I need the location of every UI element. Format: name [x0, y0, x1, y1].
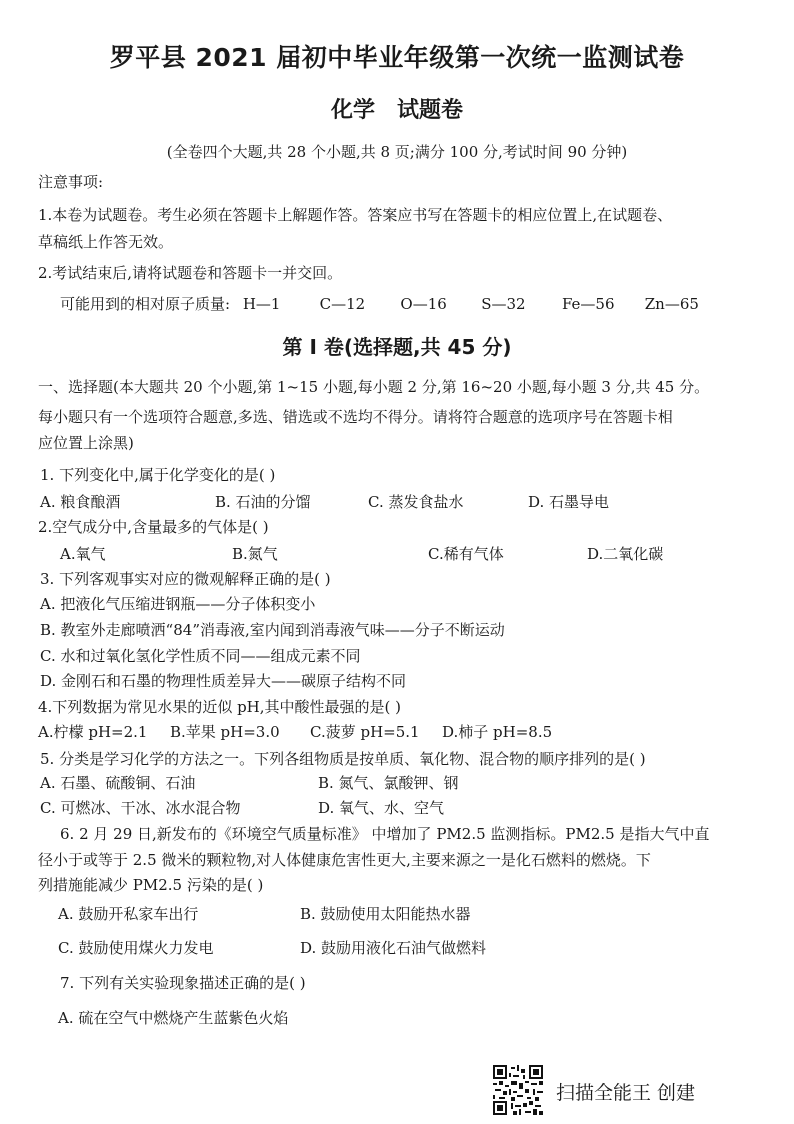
question-option: C. 鼓励使用煤火力发电 [58, 939, 214, 957]
question-stem: 3. 下列客观事实对应的微观解释正确的是( ) [40, 570, 331, 588]
question-option: C. 蒸发食盐水 [368, 493, 464, 511]
question-option: A. 鼓励开私家车出行 [58, 905, 199, 923]
question-stem: 1. 下列变化中,属于化学变化的是( ) [40, 466, 276, 484]
section-instructions: 应位置上涂黑) [38, 434, 134, 452]
atomic-mass: H—1 [242, 295, 281, 313]
exam-subject [0, 93, 794, 124]
note-item-1-cont: 草稿纸上作答无效。 [38, 233, 174, 251]
question-option: B. 石油的分馏 [215, 493, 311, 511]
scanner-brand: 扫描全能王 创建 [556, 1082, 696, 1104]
question-option: C.菠萝 pH=5.1 [310, 723, 420, 741]
exam-info: (全卷四个大题,共 28 个小题,共 8 页;满分 100 分,考试时间 90 分钟) [166, 143, 628, 161]
question-option: B. 氮气、氯酸钾、钢 [318, 774, 459, 792]
question-stem: 径小于或等于 2.5 微米的颗粒物,对人体健康危害性更大,主要来源之一是化石燃料的燃烧。下 [38, 851, 651, 869]
question-option: A. 硫在空气中燃烧产生蓝紫色火焰 [58, 1009, 289, 1027]
question-option: D.二氧化碳 [587, 545, 664, 563]
atomic-mass: Zn—65 [644, 295, 699, 313]
question-option: B. 教室外走廊喷洒“84”消毒液,室内闻到消毒液气味——分子不断运动 [40, 621, 505, 639]
question-stem: 4.下列数据为常见水果的近似 pH,其中酸性最强的是( ) [38, 698, 402, 716]
question-stem: 5. 分类是学习化学的方法之一。下列各组物质是按单质、氧化物、混合物的顺序排列的是( ) [40, 750, 646, 768]
paper-type: 试题卷 [397, 98, 464, 123]
question-option: A. 把液化气压缩进钢瓶——分子体积变小 [40, 595, 316, 613]
question-option: D.柿子 pH=8.5 [442, 723, 553, 741]
question-option: D. 鼓励用液化石油气做燃料 [300, 939, 487, 957]
question-stem: 6. 2 月 29 日,新发布的《环境空气质量标准》 中增加了 PM2.5 监测指标。PM2.5 是指大气中直 [60, 825, 710, 843]
exam-title: 罗平县 2021 届初中毕业年级第一次统一监测试卷 [109, 43, 685, 72]
question-option: A. 粮食酿酒 [40, 493, 121, 511]
atomic-mass: O—16 [400, 295, 447, 313]
question-option: A.氧气 [60, 545, 106, 563]
notes-heading: 注意事项: [38, 173, 104, 191]
question-stem: 2.空气成分中,含量最多的气体是( ) [38, 518, 269, 536]
section-title: 第 I 卷(选择题,共 45 分) [282, 335, 512, 359]
atomic-label: 可能用到的相对原子质量: [60, 295, 231, 313]
subject-name: 化学 [330, 98, 375, 123]
section-instructions: 每小题只有一个选项符合题意,多选、错选或不选均不得分。请将符合题意的选项序号在答题卡相 [38, 408, 673, 426]
question-option: D. 金刚石和石墨的物理性质差异大——碳原子结构不同 [40, 672, 407, 690]
question-option: B. 鼓励使用太阳能热水器 [300, 905, 471, 923]
note-item-1: 1.本卷为试题卷。考生必须在答题卡上解题作答。答案应书写在答题卡的相应位置上,在试题卷、 [38, 206, 673, 224]
question-option: A. 石墨、硫酸铜、石油 [40, 774, 196, 792]
atomic-mass: C—12 [319, 295, 366, 313]
question-option: C. 水和过氧化氢化学性质不同——组成元素不同 [40, 647, 361, 665]
section-instructions: 一、选择题(本大题共 20 个小题,第 1~15 小题,每小题 2 分,第 16~20 小题,每小题 3 分,共 45 分。 [38, 378, 710, 396]
atomic-mass: Fe—56 [561, 295, 615, 313]
question-option: C. 可燃冰、干冰、冰水混合物 [40, 799, 241, 817]
note-item-2: 2.考试结束后,请将试题卷和答题卡一并交回。 [38, 264, 343, 282]
question-stem: 7. 下列有关实验现象描述正确的是( ) [60, 974, 306, 992]
question-option: D. 石墨导电 [528, 493, 610, 511]
question-option: B.苹果 pH=3.0 [170, 723, 280, 741]
atomic-mass: S—32 [481, 295, 526, 313]
question-option: D. 氧气、水、空气 [318, 799, 445, 817]
question-option: B.氮气 [232, 545, 278, 563]
question-option: A.柠檬 pH=2.1 [38, 723, 148, 741]
question-stem: 列措施能减少 PM2.5 污染的是( ) [38, 876, 264, 894]
question-option: C.稀有气体 [428, 545, 504, 563]
qr-code-icon [493, 1065, 543, 1115]
atomic-masses [60, 294, 699, 314]
